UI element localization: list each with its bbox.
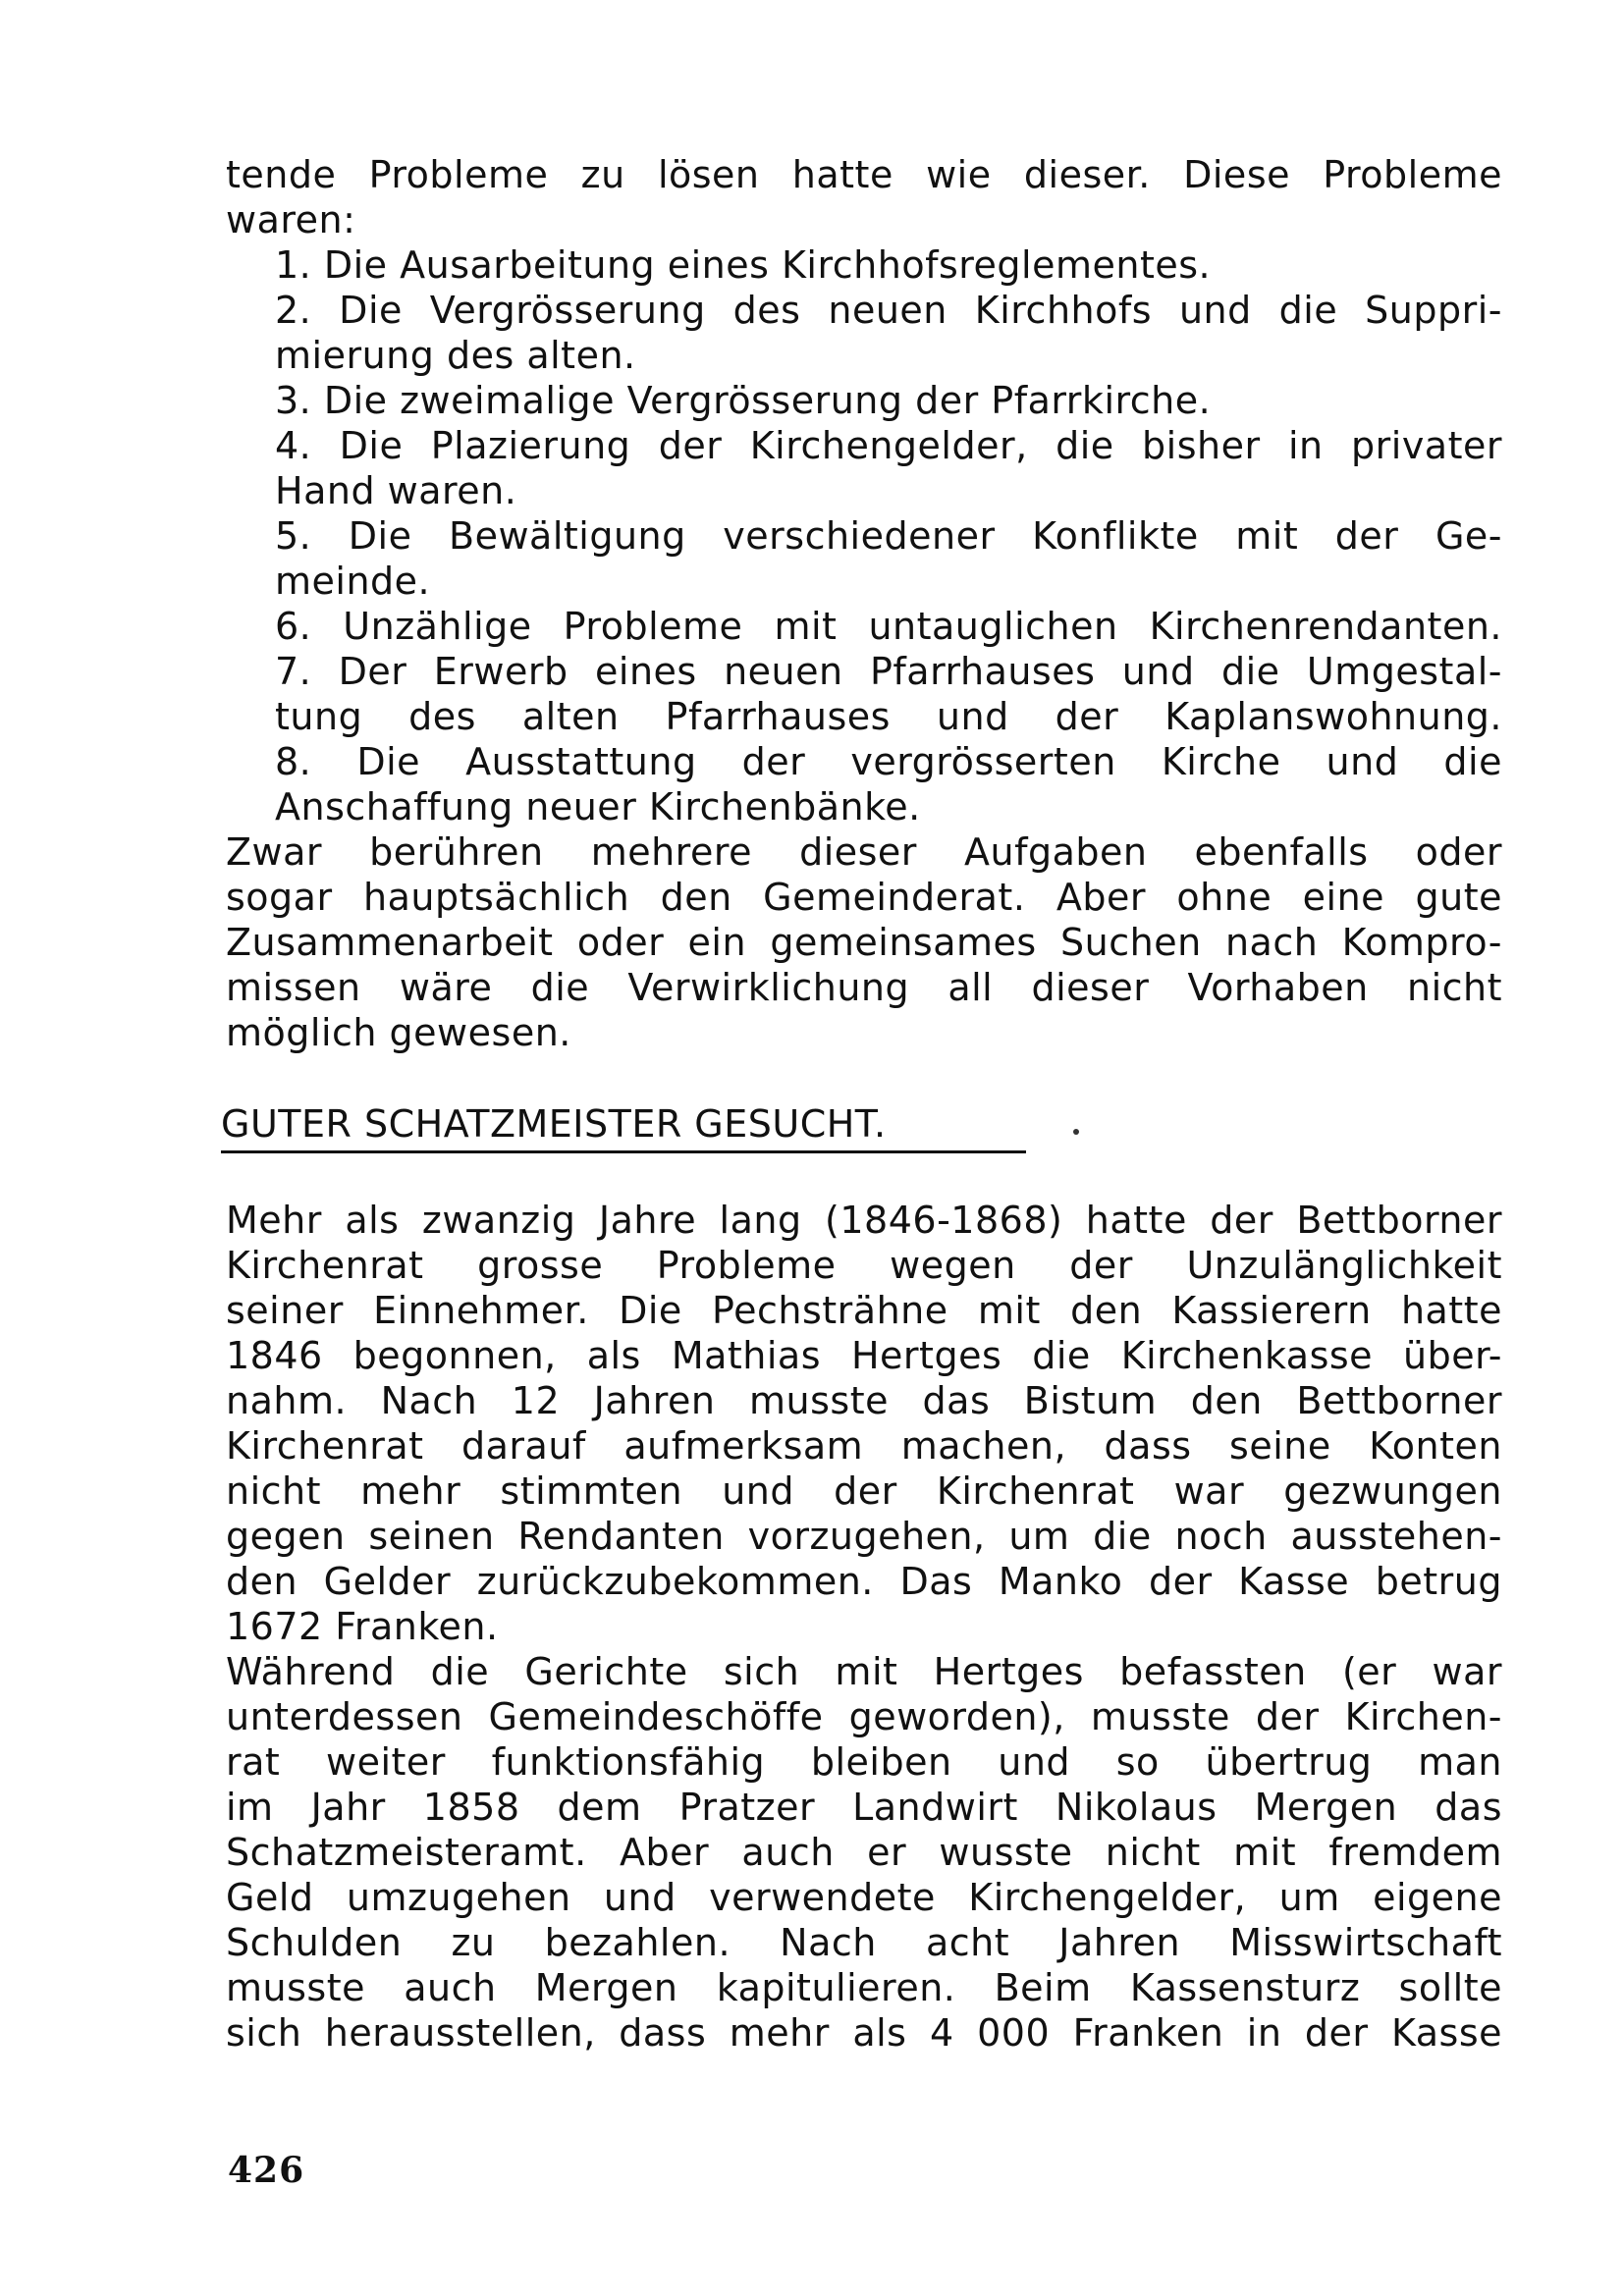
- paragraph-1-line: den Gelder zurückzubekommen. Das Manko der Kasse betrug: [226, 1560, 1502, 1603]
- section-body: [226, 1198, 1502, 2056]
- conclusion-line: Zwar berühren mehrere dieser Aufgaben ebenfalls oder: [226, 830, 1502, 874]
- paragraph-2-line: musste auch Mergen kapitulieren. Beim Kassensturz sollte: [226, 1966, 1502, 2009]
- list-item-3: 3. Die zweimalige Vergrösserung der Pfarrkirche.: [275, 379, 1212, 422]
- paragraph-2-line: Schatzmeisteramt. Aber auch er wusste nicht mit fremdem: [226, 1831, 1502, 1874]
- list-item-2: 2. Die Vergrösserung des neuen Kirchhofs und die Suppri-: [275, 289, 1502, 332]
- paragraph-2-line: unterdessen Gemeindeschöffe geworden), musste der Kirchen-: [226, 1695, 1502, 1738]
- paragraph-1-line: nahm. Nach 12 Jahren musste das Bistum den Bettborner: [226, 1379, 1502, 1422]
- list-item-4-continuation: Hand waren.: [275, 469, 517, 512]
- list-item-1: 1. Die Ausarbeitung eines Kirchhofsreglementes.: [275, 243, 1212, 287]
- list-item-5-continuation: meinde.: [275, 560, 431, 603]
- paragraph-2-line: Schulden zu bezahlen. Nach acht Jahren Misswirtschaft: [226, 1921, 1502, 1964]
- paragraph-1-line: Kirchenrat grosse Probleme wegen der Unzulänglichkeit: [226, 1244, 1502, 1287]
- list-item-8-continuation: Anschaffung neuer Kirchenbänke.: [275, 785, 921, 828]
- list-item-4: 4. Die Plazierung der Kirchengelder, die bisher in privater: [275, 424, 1502, 467]
- paragraph-1-line: seiner Einnehmer. Die Pechsträhne mit den Kassierern hatte: [226, 1289, 1502, 1332]
- paragraph-1-line: Kirchenrat darauf aufmerksam machen, dass seine Konten: [226, 1424, 1502, 1468]
- paragraph-2-line: Geld umzugehen und verwendete Kirchengelder, um eigene: [226, 1876, 1502, 1919]
- stray-mark: [1073, 1129, 1079, 1135]
- conclusion-line: missen wäre die Verwirklichung all dieser Vorhaben nicht: [226, 966, 1502, 1009]
- paragraph-1-line: 1846 begonnen, als Mathias Hertges die Kirchenkasse über-: [226, 1334, 1502, 1377]
- section-heading: GUTER SCHATZMEISTER GESUCHT.: [221, 1102, 887, 1146]
- list-item-7: 7. Der Erwerb eines neuen Pfarrhauses und die Umgestal-: [275, 650, 1502, 693]
- paragraph-1-line: gegen seinen Rendanten vorzugehen, um die noch ausstehen-: [226, 1515, 1502, 1558]
- list-item-2-continuation: mierung des alten.: [275, 334, 636, 377]
- paragraph-1-line: nicht mehr stimmten und der Kirchenrat war gezwungen: [226, 1469, 1502, 1513]
- conclusion-line: Zusammenarbeit oder ein gemeinsames Suchen nach Kompro-: [226, 921, 1502, 964]
- paragraph-2-line: sich herausstellen, dass mehr als 4 000 Franken in der Kasse: [226, 2011, 1502, 2055]
- conclusion-line: sogar hauptsächlich den Gemeinderat. Aber ohne eine gute: [226, 876, 1502, 919]
- paragraph-1-line: 1672 Franken.: [226, 1605, 499, 1648]
- list-item-6: 6. Unzählige Probleme mit untauglichen Kirchenrendanten.: [275, 605, 1502, 648]
- list-item-7-continuation: tung des alten Pfarrhauses und der Kaplanswohnung.: [275, 695, 1502, 738]
- paragraph-1-line: Mehr als zwanzig Jahre lang (1846-1868) hatte der Bettborner: [226, 1199, 1502, 1242]
- list-item-5: 5. Die Bewältigung verschiedener Konflikte mit der Ge-: [275, 514, 1502, 558]
- paragraph-2-line: im Jahr 1858 dem Pratzer Landwirt Nikolaus Mergen das: [226, 1786, 1502, 1829]
- list-item-8: 8. Die Ausstattung der vergrösserten Kirche und die: [275, 740, 1502, 783]
- intro-text-block: [226, 152, 1502, 1055]
- paragraph-2-line: Während die Gerichte sich mit Hertges befassten (er war: [226, 1650, 1502, 1693]
- paragraph-2-line: rat weiter funktionsfähig bleiben und so übertrug man: [226, 1740, 1502, 1784]
- conclusion-line: möglich gewesen.: [226, 1011, 571, 1054]
- heading-underline: [221, 1150, 1026, 1153]
- intro-line: tende Probleme zu lösen hatte wie dieser. Diese Probleme: [226, 153, 1502, 196]
- intro-line: waren:: [226, 198, 356, 241]
- page-number: 426: [228, 2150, 305, 2191]
